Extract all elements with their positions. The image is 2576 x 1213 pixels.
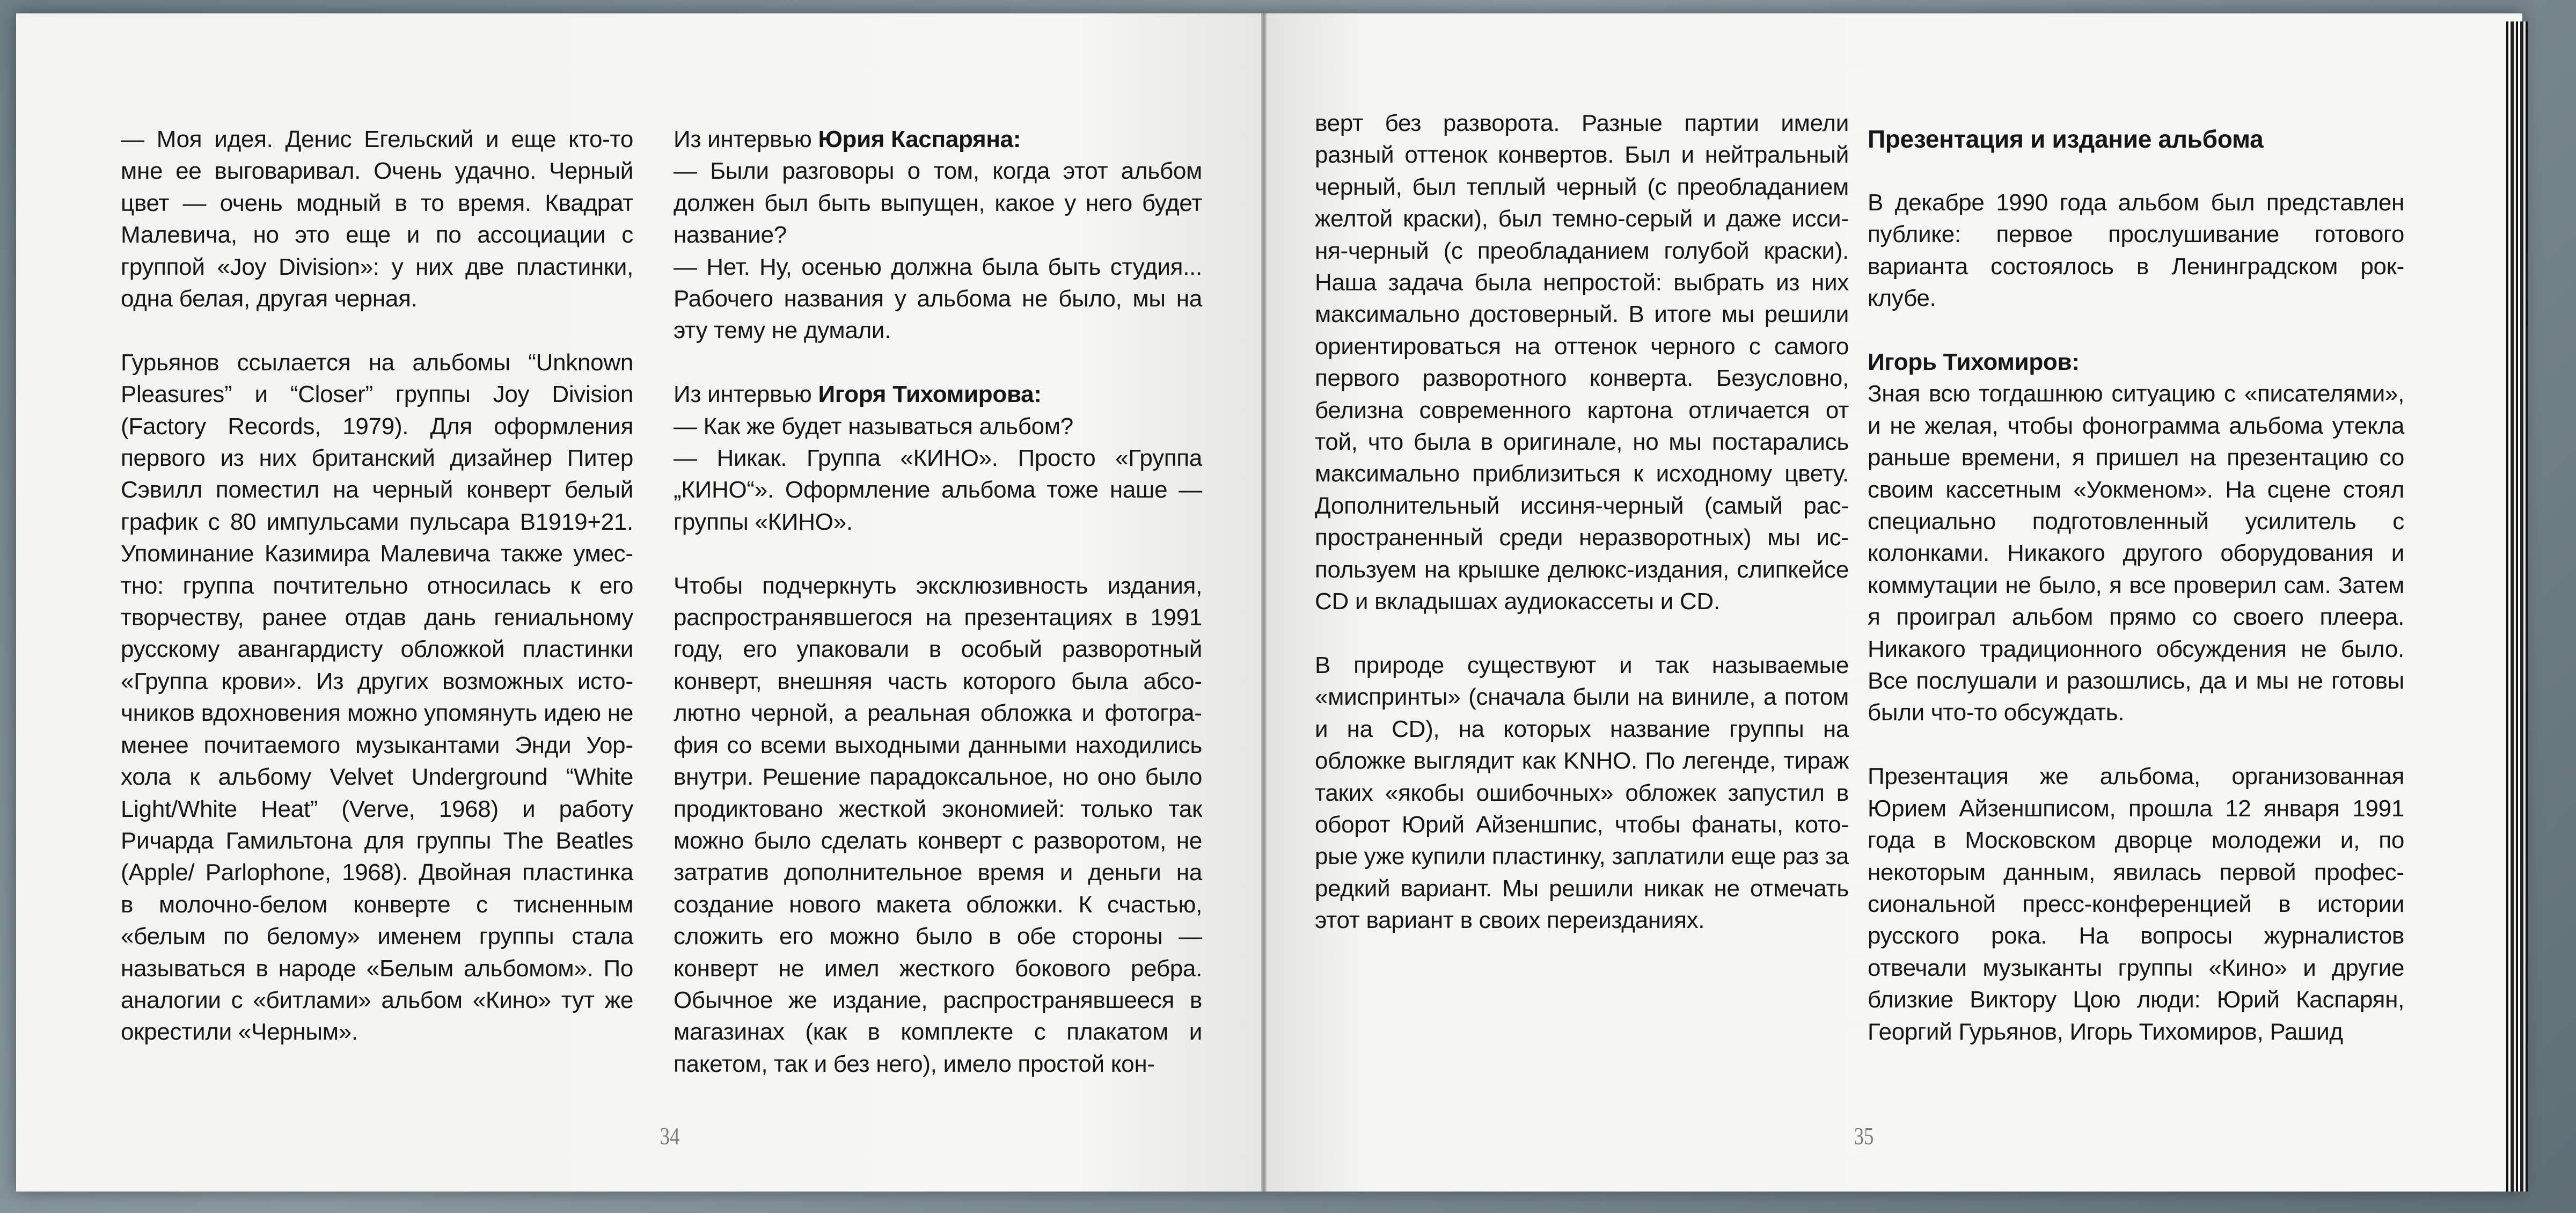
interview-intro: Из интервью [674, 126, 818, 152]
body-paragraph: верт без разворота. Разные партии имели разный оттенок конвертов. Был и нейтральный черный, был теплый черный (с преобладанием желтой краски), был темно-серый и даже иссиня-черный (с преобладанием голубой краски). Наша задача была непростой: выбрать из них максимально достоверный. В итоге мы решили ориентироваться на оттенок черного с самого первого разворотного конверта. Безусловно, белизна современного картона отличается от той, что была в оригинале, но мы постарались максимально приблизиться к исходному цвету. Дополнительный иссиня-черный (самый распространенный среди неразворотных) мы используем на крышке делюкс-издания, слипкейсе CD и вкладышах аудиокассеты и CD. [1315, 110, 1849, 615]
interview-heading-kasparyan [674, 123, 1202, 155]
interview-answer: — Никак. Группа «КИНО». Просто «Группа „КИНО“». Оформление альбома тоже наше — группы «КИНО». [674, 445, 1202, 535]
booklet-spread [16, 13, 2522, 1192]
interview-question: — Как же будет называться альбом? [674, 413, 1073, 440]
interviewee-name: Юрия Каспаряна: [818, 126, 1021, 152]
section-heading: Презентация и издание альбома [1868, 125, 2264, 153]
interview-question: — Были разговоры о том, когда этот альбом должен был быть выпущен, какое у него будет название? [674, 158, 1202, 249]
body-paragraph: Чтобы подчеркнуть эксклюзивность издания, распространявшегося на презентациях в 1991 году, его упаковали в особый разворотный конверт, внешняя часть которого была абсолютно черной, а реальная обложка и фотография со всеми выходными данными находились внутри. Решение парадоксальное, но оно было продиктовано жесткой экономией: только так можно было сделать конверт с разворотом, не затратив дополнительное время и деньги на создание нового макета обложки. К счастью, сложить его можно было в обе стороны — конверт не имел жесткого бокового ребра. Обычное же издание, распространявшееся в магазинах (как в комплекте с плакатом и пакетом, так и без него), имело простой кон- [674, 572, 1202, 1077]
interview-heading-tikhomirov [674, 378, 1202, 410]
page-number: 34 [660, 1122, 680, 1150]
interview-intro: Из интервью [674, 381, 818, 408]
body-paragraph: В природе существуют и так называемые «миспринты» (сначала были на виниле, а потом и на CD), на которых название группы на обложке выглядит как KNHO. По легенде, тираж таких «якобы ошибочных» обложек запустил в оборот Юрий Айзеншпис, чтобы фанаты, которые уже купили пластинку, заплатили еще раз за редкий вариант. Мы решили никак не отмечать этот вариант в своих переизданиях. [1315, 652, 1849, 934]
body-paragraph: Презентация же альбома, организованная Юрием Айзеншписом, прошла 12 января 1991 года в Московском дворце молодежи и, по некоторым данным, явилась первой профессиональной пресс-конференцией в истории русского рока. На вопросы журналистов отвечали музыканты группы «Кино» и другие близкие Виктору Цою люди: Юрий Каспарян, Георгий Гурьянов, Игорь Тихомиров, Рашид [1868, 763, 2404, 1045]
right-column-2 [1868, 107, 2404, 1048]
body-paragraph: Гурьянов ссылается на альбомы “Unknown Pleasures” и “Closer” группы Joy Division (Factory Records, 1979). Для оформления первого из них британский дизайнер Питер Сэвилл поместил на черный конверт белый график с 80 импульсами пульсара B1919+21. Упоминание Казимира Малевича также уместно: группа почтительно относилась к его творчеству, ранее отдав дань гениальному русскому авангардисту обложкой пластинки «Группа крови». Из других возможных источников вдохновения можно упомянуть идею не менее почитаемого музыкантами Энди Уорхола к альбому Velvet Underground “White Light/White Heat” (Verve, 1968) и работу Ричарда Гамильтона для группы The Beatles (Apple/ Parlophone, 1968). Двойная пластинка в молочно-белом конверте с тисненным «белым по белому» именем группы стала называться в народе «Белым альбомом». По аналогии с «битлами» альбом «Кино» тут же окрестили «Черным». [121, 349, 633, 1046]
left-column-1 [121, 123, 633, 1080]
spine-gutter [1261, 13, 1267, 1192]
speaker-name [1868, 346, 2404, 378]
interviewee-name: Игоря Тихомирова: [818, 381, 1042, 408]
page-edge-stack [2506, 21, 2528, 1192]
left-column-2 [674, 123, 1202, 1080]
speaker-label: Игорь Тихомиров: [1868, 349, 2080, 376]
speaker-quote: Зная всю тогдашнюю ситуацию с «писателями», и не желая, чтобы фонограмма альбома утекла раньше времени, я пришел на презентацию со своим кассетным «Уокменом». На сцене стоял специально подготовленный усилитель с колонками. Никакого другого оборудования и коммутации не было, я все проверил сам. Затем я проиграл альбом прямо со своего плеера. Никакого традиционного обсуждения не было. Все послушали и разошлись, да и мы не готовы были что-то обсуждать. [1868, 381, 2404, 726]
quote-paragraph: — Моя идея. Денис Егельский и еще кто-то мне ее выговаривал. Очень удачно. Черный цвет — очень модный в то время. Квадрат Малевича, но это еще и по ассоциации с группой «Joy Division»: у них две пластинки, одна белая, другая черная. [121, 126, 633, 312]
left-page [16, 13, 1261, 1192]
interview-answer: — Нет. Ну, осенью должна была быть студия... Рабочего названия у альбома не было, мы на эту тему не думали. [674, 253, 1202, 344]
right-column-1 [1315, 107, 1849, 968]
page-number: 35 [1854, 1122, 1874, 1150]
body-paragraph: В декабре 1990 года альбом был представлен публике: первое прослушивание готового варианта состоялось в Ленинградском рок-клубе. [1868, 189, 2404, 312]
